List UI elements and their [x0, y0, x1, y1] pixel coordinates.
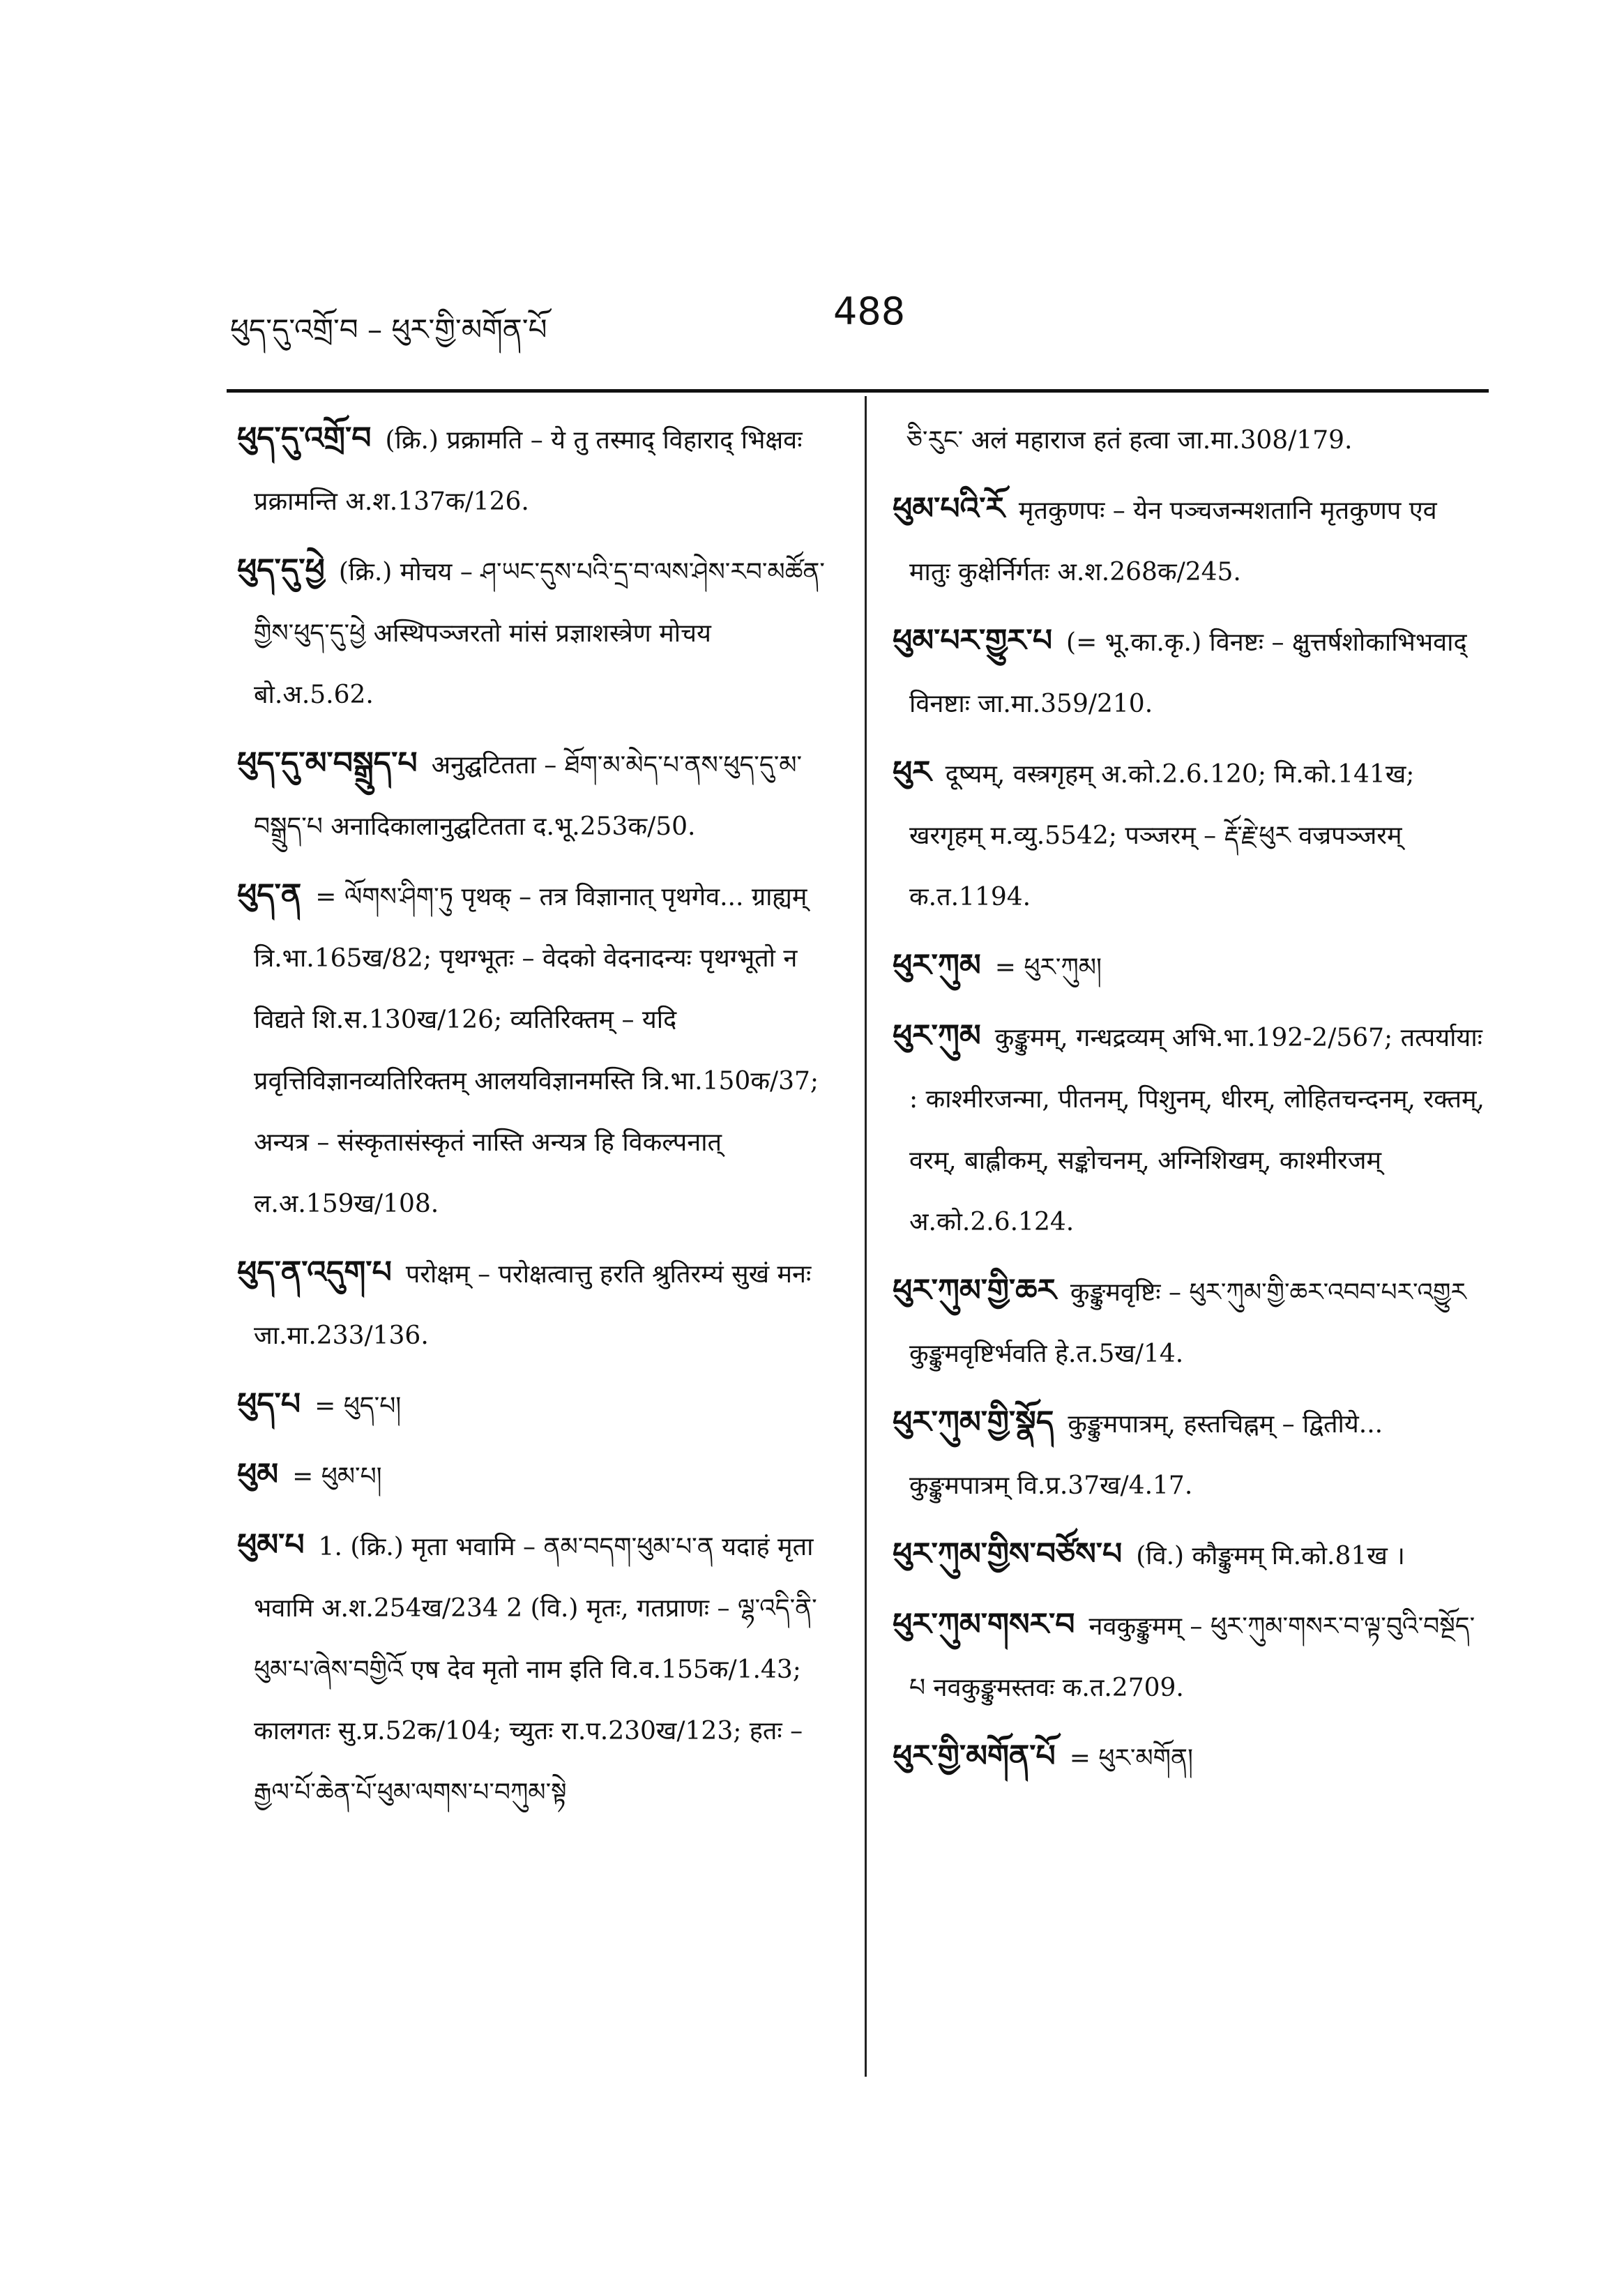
- entry-text: (क्रि.) मोचय – ཤ་ཡང་དུས་པའི་དྲ་བ་ལས་ཤེས་རབ་མཚོན་གྱིས་ཕུད་དུ་ཕྱེ अस्थिपञ्जरतो मांसं प्रज्ञाशस्त्रेण मोचय बो.अ.5.62.: [254, 558, 825, 709]
- dictionary-entry: [237, 865, 830, 1235]
- headword: ཕུམ་པར་གྱུར་པ: [893, 623, 1053, 658]
- headword: ཕུར: [893, 755, 932, 790]
- left-column: [237, 408, 830, 1831]
- dictionary-entry: [237, 408, 830, 533]
- entry-text: कुङ्कुमवृष्टिः – ཕུར་ཀུམ་གྱི་ཆར་འབབ་པར་འགྱུར कुङ्कुमवृष्टिर्भवति हे.त.5ख/14.: [909, 1278, 1466, 1368]
- dictionary-entry: [237, 1444, 830, 1508]
- headword: ཕུད་ན་འདུག་པ: [237, 1255, 392, 1290]
- entry-text: (वि.) कौङ्कुमम् मि.को.81ख ।: [1136, 1542, 1405, 1570]
- entry-text: = ཕུར་ཀུམ།: [994, 953, 1102, 982]
- entry-text: परोक्षम् – परोक्षत्वात्तु हरति श्रुतिरम्यं सुखं मनः जा.मा.233/136.: [254, 1260, 812, 1350]
- entry-text: अनुद्घटितता – ཐོག་མ་མེད་པ་ནས་ཕུད་དུ་མ་བསྒྲུད་པ अनादिकालानुद्घटितता द.भू.253क/50.: [254, 751, 803, 841]
- entry-text: = ཕུར་མགོན།: [1069, 1744, 1194, 1773]
- entry-text: मृतकुणपः – येन पञ्चजन्मशतानि मृतकुणप एव मातुः कुक्षेर्निर्गतः अ.श.268क/245.: [909, 497, 1437, 586]
- dictionary-entry: [237, 733, 830, 858]
- entry-text: = ལོགས་ཤིག་ཏུ पृथक् – तत्र विज्ञानात् पृथगेव... ग्राह्यम् त्रि.भा.165ख/82; पृथग्भूतः – वेदको वेदनादन्यः पृथग्भूतो न विद्यते शि.स.130ख/126; व्यतिरिक्तम् – यदि प्रवृत्तिविज्ञानव्यतिरिक्तम् आलयविज्ञानमस्ति त्रि.भा.150क/37; अन्यत्र – संस्कृतासंस्कृतं नास्ति अन्यत्र हि विकल्पनात् ल.अ.159ख/108.: [254, 883, 819, 1218]
- dictionary-entry: [237, 1374, 830, 1437]
- dictionary-entry: [893, 935, 1485, 999]
- page-number: 488: [833, 289, 906, 333]
- dictionary-entry: [893, 1594, 1485, 1719]
- dictionary-entry: [893, 1392, 1485, 1517]
- dictionary-entry: [237, 1515, 830, 1824]
- column-divider: [865, 396, 867, 2077]
- dictionary-entry: [893, 478, 1485, 603]
- dictionary-entry: [893, 1524, 1485, 1587]
- dictionary-entry: [237, 540, 830, 726]
- headword: ཕུད་པ: [237, 1386, 301, 1422]
- dictionary-entry: [893, 742, 1485, 928]
- headword: ཕུད་ན: [237, 877, 302, 913]
- entry-text: = ཕུད་པ།: [314, 1392, 402, 1420]
- entry-text: (क्रि.) प्रक्रामति – ये तु तस्माद् विहाराद् भिक्षवः प्रक्रामन्ति अ.श.137क/126.: [254, 426, 803, 516]
- running-head-text: ཕུད་དུ་འགྲོ་བ – ཕུར་གྱི་མགོན་པོ: [230, 312, 547, 347]
- headword: ཕུད་དུ་འགྲོ་བ: [237, 421, 372, 456]
- headword: ཕུར་གྱི་མགོན་པོ: [893, 1738, 1056, 1774]
- entry-text: दूष्यम्, वस्त्रगृहम् अ.को.2.6.120; मि.को.141ख; खरगृहम् म.व्यु.5542; पञ्जरम् – རྡོ་རྗེ་ཕུར वज्रपञ्जरम् क.त.1194.: [909, 760, 1415, 911]
- entry-text: (= भू.का.कृ.) विनष्टः – क्षुत्तर्षशोकाभिभवाद् विनष्टाः जा.मा.359/210.: [909, 628, 1467, 718]
- running-head: [230, 289, 1220, 347]
- dictionary-entry: [893, 408, 1485, 471]
- entry-text: कुङ्कुमपात्रम्, हस्तचिह्नम् – द्वितीये... कुङ्कुमपात्रम् वि.प्र.37ख/4.17.: [909, 1410, 1383, 1500]
- right-column: [893, 408, 1485, 1796]
- headword: ཕུར་ཀུམ་གྱིས་བཙོས་པ: [893, 1536, 1123, 1572]
- dictionary-entry: [237, 1242, 830, 1367]
- dictionary-entry: [893, 1260, 1485, 1385]
- headword: ཕུམ: [237, 1457, 279, 1492]
- dictionary-entry: [893, 610, 1485, 735]
- headword: ཕུར་ཀུམ: [893, 1018, 981, 1054]
- top-rule: [227, 389, 1489, 393]
- headword: ཕུར་ཀུམ་གྱི་སྣོད: [893, 1404, 1054, 1440]
- headword: ཕུར་ཀུམ་གསར་བ: [893, 1607, 1075, 1642]
- headword: ཕུད་དུ་མ་བསྒྲུད་པ: [237, 745, 418, 781]
- dictionary-entry: [893, 1006, 1485, 1253]
- headword: ཕུར་ཀུམ་གྱི་ཆར: [893, 1273, 1056, 1308]
- headword: ཕུད་དུ་ཕྱེ: [237, 552, 325, 588]
- headword: ཕུམ་པ: [237, 1527, 305, 1563]
- headword: ཕུར་ཀུམ: [893, 948, 981, 983]
- dictionary-entry: [893, 1726, 1485, 1789]
- entry-text: ཅི་རུང་ अलं महाराज हतं हत्वा जा.मा.308/179.: [906, 426, 1353, 455]
- entry-text: कुङ्कुमम्, गन्धद्रव्यम् अभि.भा.192-2/567; तत्पर्यायाः : काश्मीरजन्मा, पीतनम्, पिशुनम्, धीरम्, लोहितचन्दनम्, रक्तम्, वरम्, बाह्लीकम्, सङ्कोचनम्, अग्निशिखम्, काश्मीरजम् अ.को.2.6.124.: [909, 1024, 1485, 1236]
- entry-text: नवकुङ्कुमम् – ཕུར་ཀུམ་གསར་བ་ལྟ་བུའི་བསྔོད་པ नवकुङ्कुमस्तवः क.त.2709.: [909, 1612, 1475, 1702]
- entry-text: = ཕུམ་པ།: [292, 1462, 382, 1491]
- headword: ཕུམ་པའི་རོ: [893, 491, 1005, 526]
- entry-text: 1. (क्रि.) मृता भवामि – ནམ་བདག་ཕུམ་པ་ན यदाहं मृता भवामि अ.श.254ख/234 2 (वि.) मृतः, गतप्राणः – ལྷ་འདི་ནི་ཕུམ་པ་ཞེས་བགྱིའོ एष देव मृतो नाम इति वि.व.155क/1.43; कालगतः सु.प्र.52क/104; च्युतः रा.प.230ख/123; हतः – རྒྱལ་པོ་ཆེན་པོ་ཕུམ་ལགས་པ་བཀུམ་སྟེ: [254, 1533, 817, 1807]
